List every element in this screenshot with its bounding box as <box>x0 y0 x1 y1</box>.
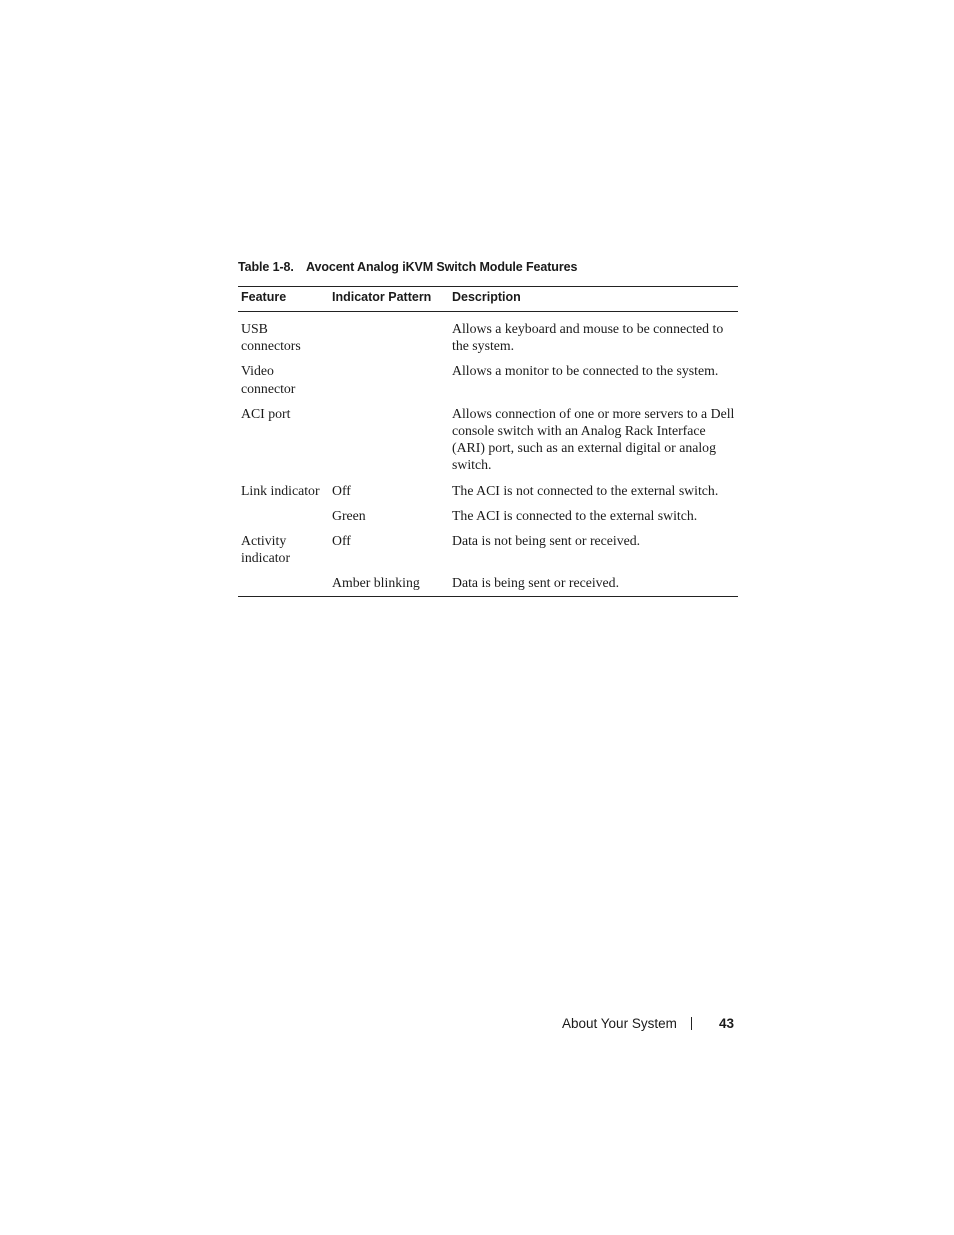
feature-cell <box>238 507 329 532</box>
indicator-cell: Amber blinking <box>332 575 420 591</box>
table-row <box>238 507 738 532</box>
page-number: 43 <box>719 1016 735 1031</box>
footer-section-title: About Your System <box>562 1016 677 1031</box>
feature-cell: USB connectors <box>241 321 301 354</box>
table-caption <box>238 260 577 274</box>
table-row <box>238 405 738 482</box>
feature-cell: ACI port <box>241 405 291 421</box>
table-row <box>238 532 738 574</box>
description-cell: Data is not being sent or received. <box>452 533 641 549</box>
indicator-cell <box>329 362 449 404</box>
table-row <box>238 362 738 404</box>
description-cell: Allows a monitor to be connected to the system. <box>452 363 719 379</box>
feature-cell: Activity indicator <box>241 533 291 566</box>
table-row <box>238 574 738 596</box>
indicator-cell <box>329 405 449 482</box>
table-header-row <box>238 287 738 312</box>
footer-separator <box>691 1017 692 1030</box>
feature-cell: Link indicator <box>241 482 320 498</box>
indicator-cell: Off <box>332 533 351 549</box>
column-header-indicator-pattern: Indicator Pattern <box>332 290 432 304</box>
column-header-feature: Feature <box>241 290 287 304</box>
table-row <box>238 482 738 507</box>
indicator-cell <box>329 312 449 363</box>
table-row <box>238 312 738 363</box>
feature-cell <box>238 574 329 596</box>
indicator-cell: Off <box>332 482 351 498</box>
feature-cell: Video connector <box>241 363 296 396</box>
column-header-description: Description <box>452 290 521 304</box>
features-table <box>238 286 738 597</box>
indicator-cell: Green <box>332 507 366 523</box>
description-cell: The ACI is not connected to the external switch. <box>452 482 719 498</box>
description-cell: Data is being sent or received. <box>452 575 620 591</box>
description-cell: Allows connection of one or more servers to a Dell console switch with an Analog Rack Interface (ARI) port, such as an external digital or analog switch. <box>452 405 735 473</box>
table-title: Avocent Analog iKVM Switch Module Features <box>306 260 578 274</box>
description-cell: Allows a keyboard and mouse to be connected to the system. <box>452 321 724 354</box>
table-number: Table 1-8. <box>238 260 294 274</box>
description-cell: The ACI is connected to the external switch. <box>452 507 698 523</box>
